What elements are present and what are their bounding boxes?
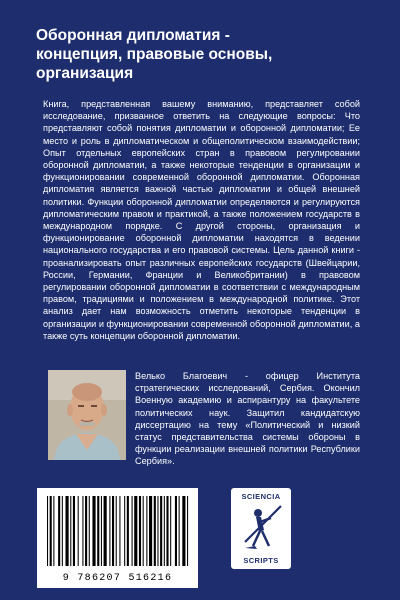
barcode-bar	[170, 496, 171, 566]
barcode-bar	[164, 496, 165, 566]
publisher-logo-top-text: SCIENCIA	[241, 492, 281, 501]
barcode-bar	[70, 496, 71, 566]
book-description: Книга, представленная вашему вниманию, представляет собой исследование, призванное ответить на следующие вопросы: Что представляют собой понятия дипломатии и оборонной дипломатии; Ее место и роль в дипломатическом и общеполитическом взаимодействии; Опыт отдельных европейских стран в правовом регулировании оборонной дипломатии, а также некоторые тенденции в организации и функционировании современной оборонной дипломатии. Оборонная дипломатия является важной частью дипломатии и общей внешней политики. Функции оборонной дипломатии определяются и регулируются дипломатическим правом и практикой, а также положением государств в международном порядке. С другой стороны, организация и функционирование оборонной дипломатии находятся в ведении национального государства и его правовой системы. Цель данной книги - проанализировать опыт различных европейских государств (Швейцарии, России, Германии, Франции и Великобритании) в правовом регулировании оборонной дипломатии в соответствии с международным правом, традициями и положением в международной политике. Этот анализ дает нам возможность отметить некоторые тенденции в организации и функционировании современной оборонной дипломатии, а также суть концепции оборонной дипломатии.	[43, 99, 360, 341]
barcode-bar	[66, 496, 69, 566]
barcode-bar	[166, 496, 168, 566]
barcode-bar	[85, 496, 87, 566]
title-line: концепция, правовые основы,	[36, 46, 273, 63]
publisher-logo-bottom-text: SCRIPTS	[243, 556, 279, 565]
barcode-bar	[146, 496, 147, 566]
barcode-bar	[97, 496, 99, 566]
barcode-bar	[47, 496, 48, 566]
barcode-bar	[119, 496, 120, 566]
barcode-bar	[89, 496, 90, 566]
barcode-bar	[157, 496, 158, 566]
barcode-bar	[187, 496, 188, 566]
barcode-bar	[134, 496, 137, 566]
barcode-bar	[124, 496, 125, 566]
barcode-bar	[58, 496, 60, 566]
barcode-bar	[101, 496, 102, 566]
book-title	[36, 26, 376, 83]
author-photo	[48, 370, 126, 460]
barcode-bar	[92, 496, 95, 566]
barcode-bar	[62, 496, 63, 566]
barcode-bar	[179, 496, 180, 566]
title-line: Оборонная дипломатия -	[36, 27, 230, 44]
author-portrait-icon	[48, 370, 126, 460]
barcode-bar	[154, 496, 156, 566]
barcode-bar	[104, 496, 107, 566]
title-line: организация	[36, 65, 134, 82]
barcode-bar	[73, 496, 75, 566]
barcode-bar	[53, 496, 54, 566]
author-bio: Велько Благоевич - офицер Института стратегических исследований, Сербия. Окончил Военную академию и аспирантуру на факультете политических наук. Защитил кандидатскую диссертацию на тему «Политический и низкий статус представительства системы обороны в функции реализации внешней политики Республики Сербия».	[135, 371, 360, 467]
isbn-barcode	[37, 488, 198, 588]
barcode-bars	[37, 488, 198, 574]
barcode-bar	[112, 496, 114, 566]
barcode-bar	[78, 496, 79, 566]
barcode-bar	[175, 496, 177, 566]
barcode-bar	[143, 496, 144, 566]
barcode-bar	[82, 496, 83, 566]
barcode-bar	[182, 496, 185, 566]
barcode-bar	[109, 496, 110, 566]
publisher-logo	[231, 488, 291, 569]
barcode-bar	[116, 496, 117, 566]
barcode-bar	[139, 496, 141, 566]
barcode-bar	[127, 496, 129, 566]
barcode-bar	[50, 496, 52, 566]
barcode-digits: 9 786207 516216	[62, 573, 173, 584]
barcode-bar	[160, 496, 162, 566]
barcode-bar	[149, 496, 152, 566]
barcode-bar	[132, 496, 133, 566]
